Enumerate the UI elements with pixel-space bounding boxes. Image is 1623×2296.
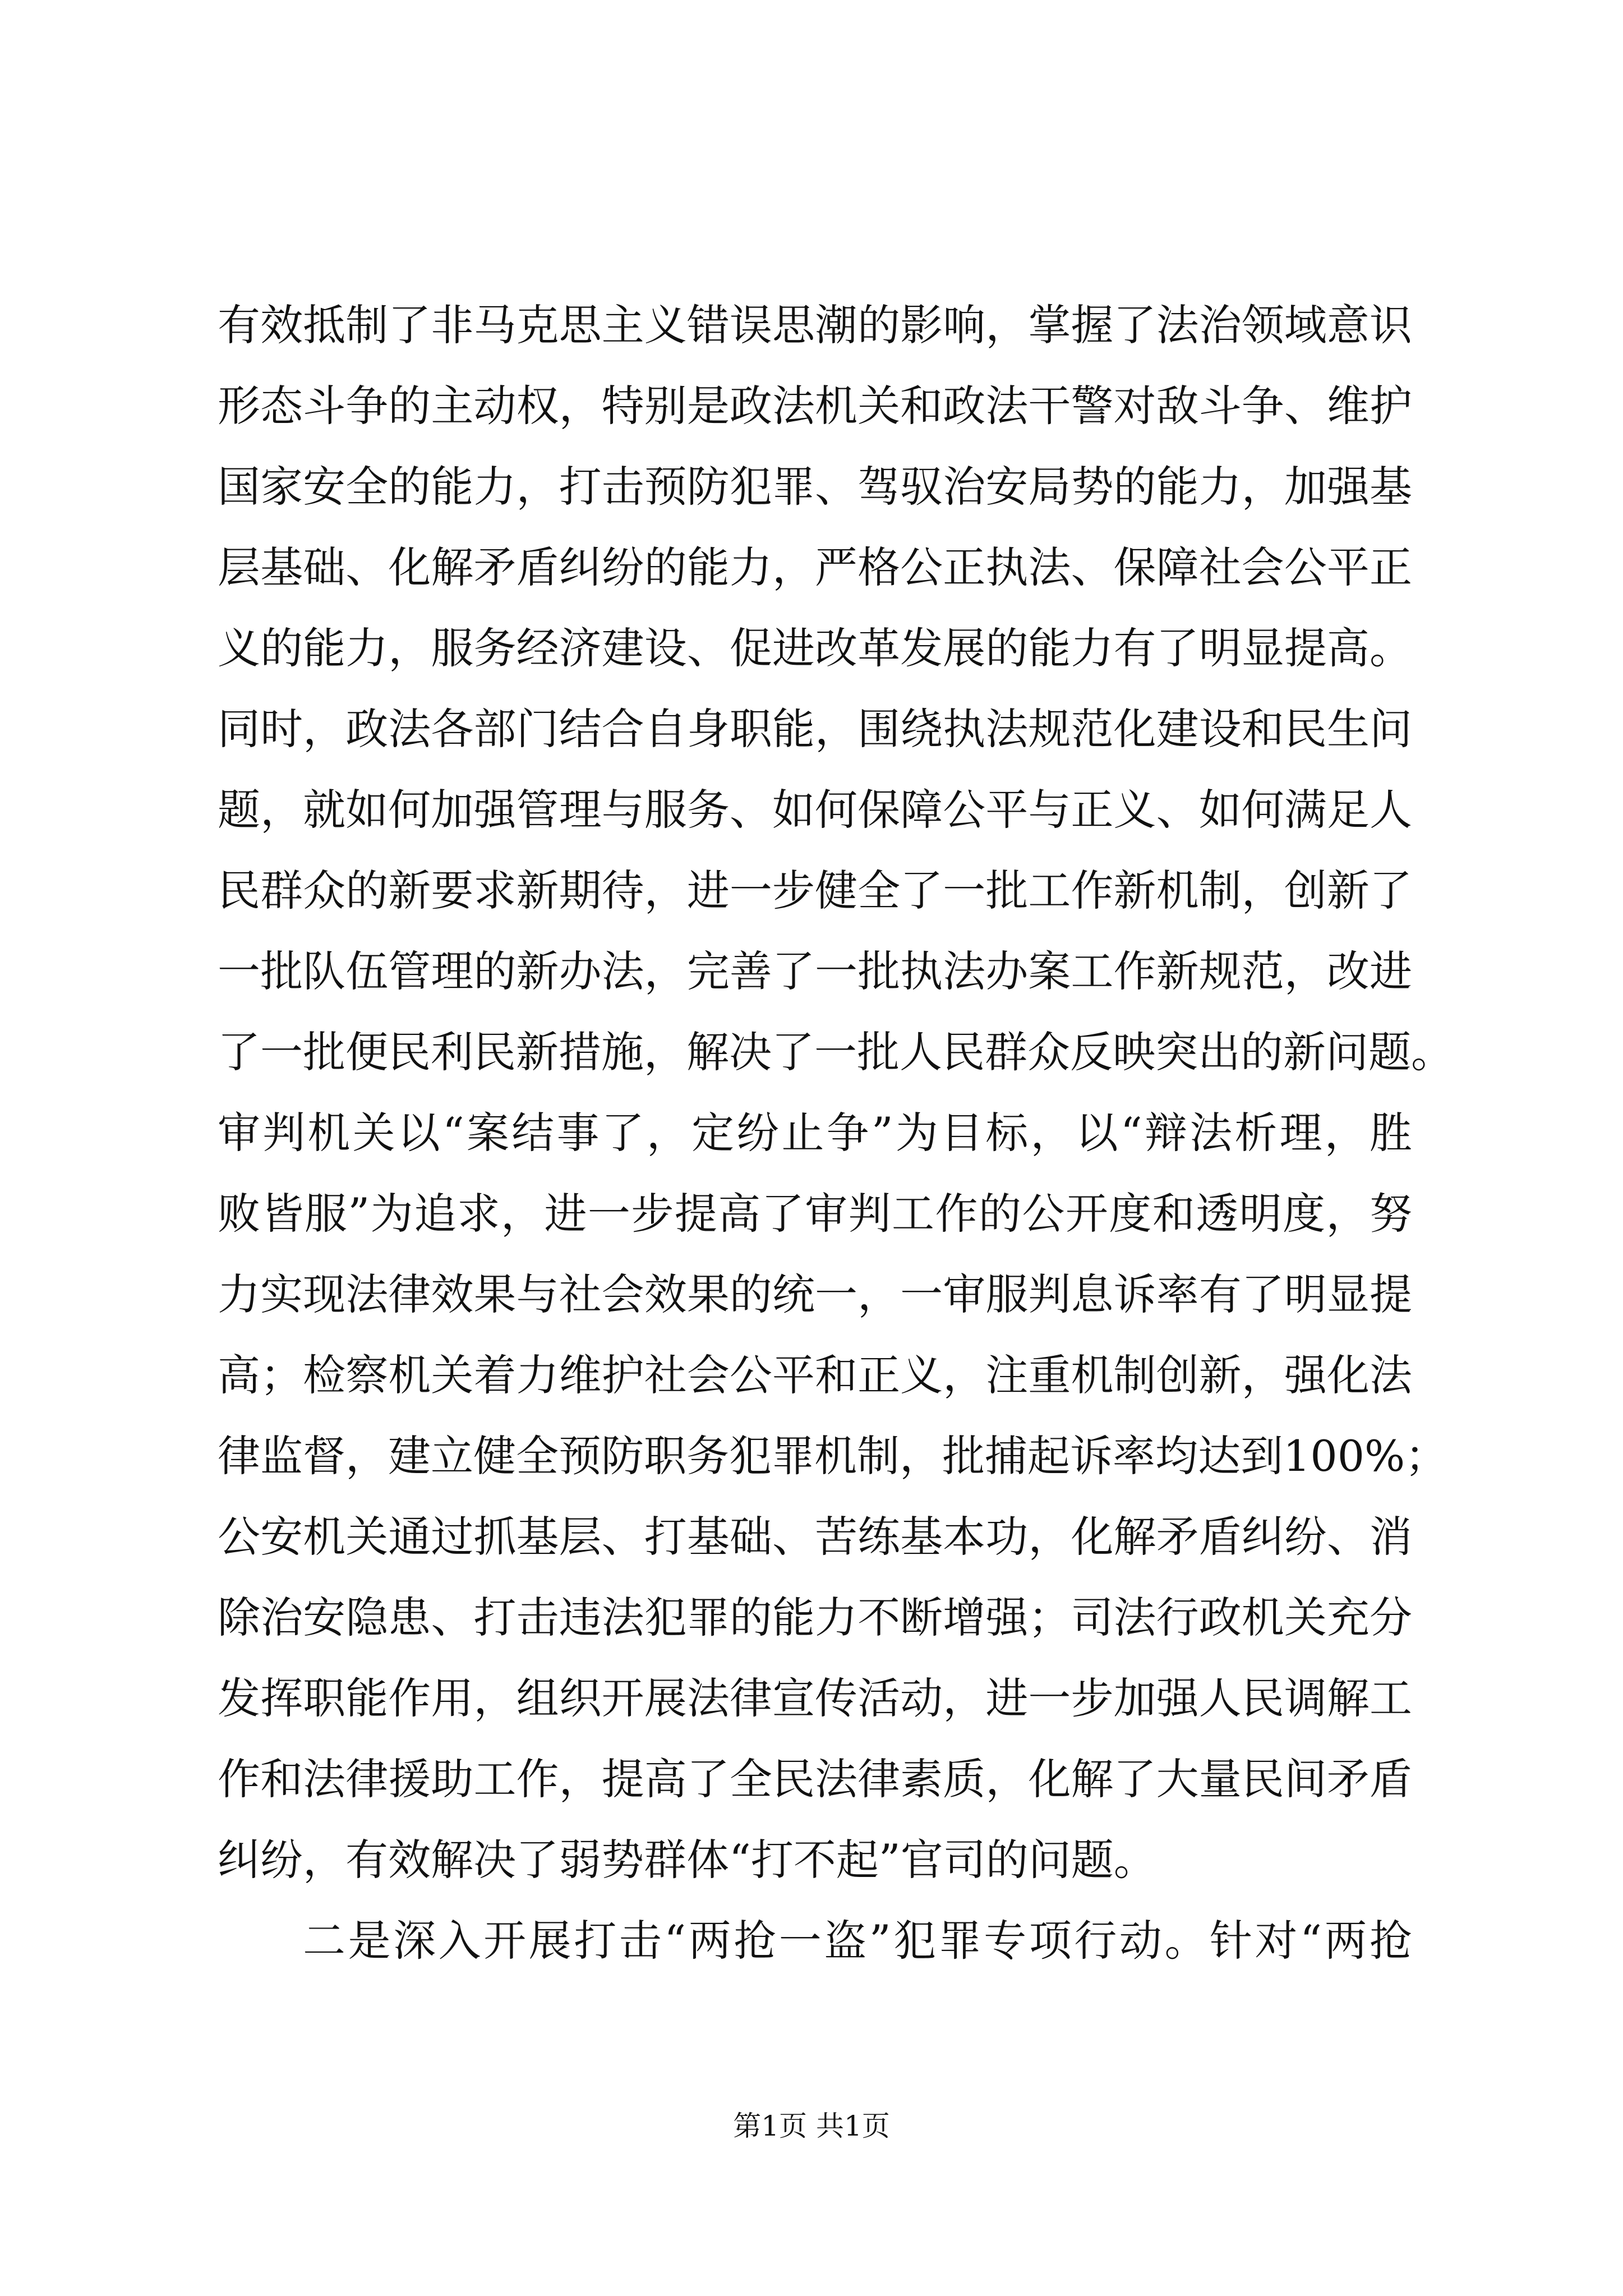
- text-line: 义的能力，服务经济建设、促进改革发展的能力有了明显提高。: [218, 623, 1412, 673]
- text-line: 作和法律援助工作，提高了全民法律素质，化解了大量民间矛盾: [218, 1754, 1412, 1804]
- text-line: 层基础、化解矛盾纠纷的能力，严格公正执法、保障社会公平正: [218, 542, 1412, 592]
- text-line: 国家安全的能力，打击预防犯罪、驾驭治安局势的能力，加强基: [218, 462, 1412, 512]
- text-line: 公安机关通过抓基层、打基础、苦练基本功，化解矛盾纠纷、消: [218, 1512, 1412, 1562]
- text-line: 民群众的新要求新期待，进一步健全了一批工作新机制，创新了: [218, 866, 1412, 915]
- text-line: 高；检察机关着力维护社会公平和正义，注重机制创新，强化法: [218, 1350, 1412, 1400]
- text-line: 形态斗争的主动权，特别是政法机关和政法干警对敌斗争、维护: [218, 381, 1412, 431]
- page-number-footer: 第1页 共1页: [733, 2110, 890, 2142]
- paragraph-1: [218, 285, 1454, 1901]
- text-line: 发挥职能作用，组织开展法律宣传活动，进一步加强人民调解工: [218, 1673, 1412, 1723]
- text-line: 律监督，建立健全预防职务犯罪机制，批捕起诉率均达到100%；: [218, 1431, 1448, 1481]
- paragraph-2: [218, 1901, 1412, 1981]
- text-line: 一批队伍管理的新办法，完善了一批执法办案工作新规范，改进: [218, 946, 1412, 996]
- text-line: 审判机关以“案结事了，定纷止争”为目标，以“辩法析理，胜: [218, 1108, 1412, 1158]
- text-line: 纠纷，有效解决了弱势群体“打不起”官司的问题。: [218, 1835, 1156, 1885]
- text-line: 题，就如何加强管理与服务、如何保障公平与正义、如何满足人: [218, 785, 1412, 835]
- text-line: 有效抵制了非马克思主义错误思潮的影响，掌握了法治领域意识: [218, 300, 1412, 350]
- text-line: 除治安隐患、打击违法犯罪的能力不断增强；司法行政机关充分: [218, 1593, 1412, 1642]
- text-line: 败皆服”为追求，进一步提高了审判工作的公开度和透明度，努: [218, 1189, 1412, 1239]
- text-line: 了一批便民利民新措施，解决了一批人民群众反映突出的新问题。: [218, 1027, 1454, 1077]
- text-line: 力实现法律效果与社会效果的统一，一审服判息诉率有了明显提: [218, 1269, 1412, 1319]
- text-line: 同时，政法各部门结合自身职能，围绕执法规范化建设和民生问: [218, 704, 1412, 754]
- text-line: 二是深入开展打击“两抢一盗”犯罪专项行动。针对“两抢: [303, 1916, 1412, 1966]
- document-body: [218, 285, 1454, 1981]
